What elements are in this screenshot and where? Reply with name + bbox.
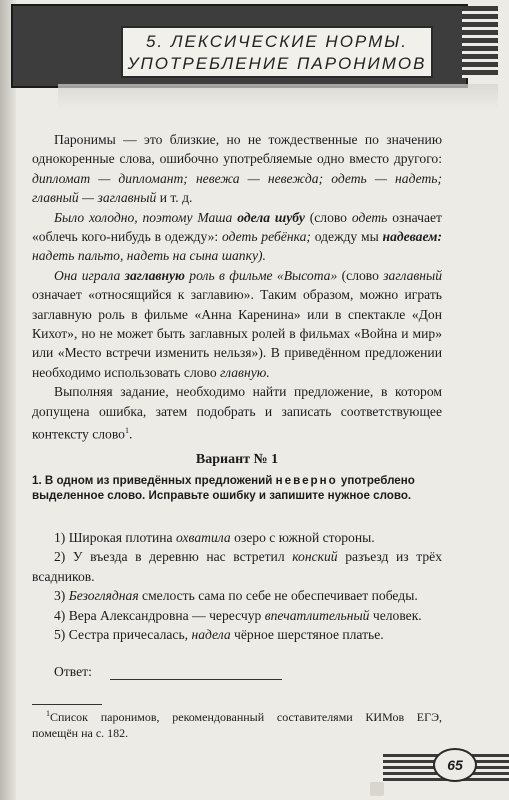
watermark-icon xyxy=(370,782,384,796)
footnote: $^1$Список паронимов, рекомендованный составителями КИМов ЕГЭ, помещён на с. 182. xyxy=(32,709,442,740)
answer-label: Ответ: xyxy=(54,664,92,679)
intro-paragraph-2: Было холодно, поэтому Маша одела шубу (слово одеть означает «облечь кого-нибудь в одежду»: одеть ребёнка; одежду мы надеваем: надеть пальто, надеть на сына шапку). xyxy=(32,209,442,264)
chapter-header xyxy=(11,4,468,88)
task-instruction: 1. В одном из приведённых предложений неверно употреблено выделенное слово. Исправьте ошибку и запишите нужное слово. xyxy=(32,474,415,503)
option-1: 1) Широкая плотина охватила озеро с южной стороны. xyxy=(54,530,375,545)
option-5: 5) Сестра причесалась, надела чёрное шерстяное платье. xyxy=(54,627,384,643)
option-4: 4) Вера Александровна — чересчур впечатлительный человек. xyxy=(54,607,422,623)
page-number: 65 xyxy=(433,748,477,782)
option-3: 3) Безоглядная смелость сама по себе не обеспечивает победы. xyxy=(54,588,418,604)
answer-field[interactable] xyxy=(110,679,282,680)
option-2: 2) У въезда в деревню нас встретил конский разъезд из трёх всадников. xyxy=(32,549,442,584)
intro-paragraph-4: Выполняя задание, необходимо найти предложение, в котором допущена ошибка, затем подобрать и записать соответствующее контексту слово$^1$. xyxy=(32,384,442,442)
chapter-title-line1: 5. ЛЕКСИЧЕСКИЕ НОРМЫ. xyxy=(145,32,409,51)
chapter-title-line2: УПОТРЕБЛЕНИЕ ПАРОНИМОВ xyxy=(127,54,427,73)
intro-text xyxy=(32,130,442,444)
page-binding-edge xyxy=(0,0,16,800)
intro-paragraph-3: Она играла заглавную роль в фильме «Высота» (слово заглавный означает «относящийся к заглавию». Таким образом, можно играть заглавную роль в фильме «Анна Каренина» или в спектакле «Дон Кихот», но не может быть заглавных ролей в фильмах «Война и мир» или «Место встречи изменить нельзя»). В приведённом предложении необходимо использовать слово главную. xyxy=(32,267,443,380)
chapter-title xyxy=(121,26,433,78)
task-options xyxy=(32,528,442,644)
header-decoration-stripes xyxy=(462,6,498,78)
variant-title: Вариант № 1 xyxy=(195,452,279,467)
intro-paragraph-1: Паронимы — это близкие, но не тождественные по значению однокоренные слова, ошибочно употребляемые одно вместо другого: дипломат — дипломант; невежа — невежда; одеть — надеть; главный — заглавный и т. д. xyxy=(32,132,442,206)
header-shadow xyxy=(58,84,498,110)
footnote-divider xyxy=(32,704,102,705)
